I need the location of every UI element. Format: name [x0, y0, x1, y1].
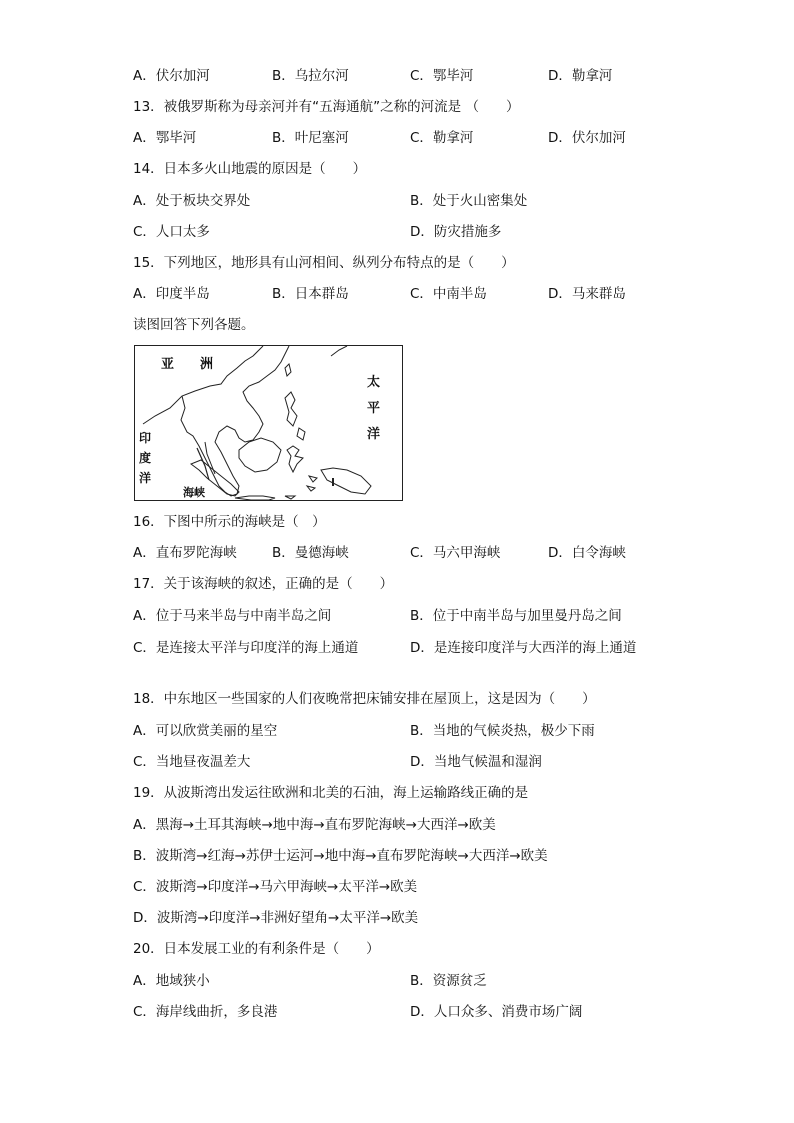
q15-option-a: A．印度半岛	[133, 286, 210, 302]
q12-option-a: A．伏尔加河	[133, 68, 210, 84]
q15-option-c: C．中南半岛	[410, 286, 487, 302]
q18-stem: 18．中东地区一些国家的人们夜晚常把床铺安排在屋顶上，这是因为（ ）	[133, 691, 596, 707]
q20-option-a: A．地域狭小	[133, 973, 210, 989]
philippines-islands	[285, 392, 297, 426]
q18-option-c: C．当地昼夜温差大	[133, 754, 251, 770]
q17-option-b: B．位于中南半岛与加里曼丹岛之间	[410, 608, 622, 624]
q20-stem: 20．日本发展工业的有利条件是（ ）	[133, 941, 380, 957]
sulawesi-island	[287, 446, 303, 472]
q14-option-b: B．处于火山密集处	[410, 193, 528, 209]
strait-map	[134, 345, 403, 501]
q19-option-b: B．波斯湾→红海→苏伊士运河→地中海→直布罗陀海峡→大西洋→欧美	[133, 848, 548, 864]
q16-option-a: A．直布罗陀海峡	[133, 545, 237, 561]
q14-stem: 14．日本多火山地震的原因是（ ）	[133, 161, 367, 177]
q14-option-c: C．人口太多	[133, 224, 210, 240]
q13-option-d: D．伏尔加河	[548, 130, 626, 146]
q15-option-d: D．马来群岛	[548, 286, 626, 302]
map-label-indian-2: 度	[139, 451, 152, 465]
q13-stem: 13．被俄罗斯称为母亲河并有“五海通航”之称的河流是 （ ）	[133, 99, 520, 115]
q17-stem: 17．关于该海峡的叙述，正确的是（ ）	[133, 576, 394, 592]
q13-option-b: B．叶尼塞河	[272, 130, 349, 146]
q16-option-c: C．马六甲海峡	[410, 545, 501, 561]
q20-option-c: C．海岸线曲折，多良港	[133, 1004, 278, 1020]
q14-option-d: D．防灾措施多	[410, 224, 502, 240]
map-label-pacific-3: 洋	[367, 427, 381, 442]
q20-option-b: B．资源贫乏	[410, 973, 487, 989]
q15-option-b: B．日本群岛	[272, 286, 349, 302]
q15-stem: 15．下列地区，地形具有山河相间、纵列分布特点的是（ ）	[133, 255, 515, 271]
q12-option-c: C．鄂毕河	[410, 68, 474, 84]
q13-option-a: A．鄂毕河	[133, 130, 197, 146]
q19-option-c: C．波斯湾→印度洋→马六甲海峡→太平洋→欧美	[133, 879, 418, 895]
borneo-island	[239, 438, 281, 472]
map-intro: 读图回答下列各题。	[133, 317, 255, 333]
q19-stem: 19．从波斯湾出发运往欧洲和北美的石油，海上运输路线正确的是	[133, 785, 529, 801]
q20-option-d: D．人口众多、消费市场广阔	[410, 1004, 583, 1020]
q16-option-d: D．白令海峡	[548, 545, 626, 561]
map-label-strait: 海峡	[183, 486, 205, 499]
q19-option-d: D．波斯湾→印度洋→非洲好望角→太平洋→欧美	[133, 910, 419, 926]
q17-option-c: C．是连接太平洋与印度洋的海上通道	[133, 640, 359, 656]
q17-option-a: A．位于马来半岛与中南半岛之间	[133, 608, 332, 624]
q19-option-a: A．黑海→土耳其海峡→地中海→直布罗陀海峡→大西洋→欧美	[133, 817, 496, 833]
strait-map-drawing	[135, 346, 404, 502]
q16-stem: 16．下图中所示的海峡是（ ）	[133, 514, 326, 530]
taiwan-island	[285, 364, 291, 376]
q18-option-b: B．当地的气候炎热，极少下雨	[410, 723, 595, 739]
q16-option-b: B．曼德海峡	[272, 545, 349, 561]
map-label-indian-3: 洋	[139, 471, 152, 485]
map-label-pacific-1: 太	[367, 375, 381, 390]
map-label-asia: 亚 洲	[161, 357, 214, 372]
q18-option-a: A．可以欣赏美丽的星空	[133, 723, 278, 739]
q18-option-d: D．当地气候温和湿润	[410, 754, 542, 770]
new-guinea-island	[321, 468, 371, 494]
q14-option-a: A．处于板块交界处	[133, 193, 251, 209]
map-label-indian-1: 印	[139, 431, 152, 445]
q12-option-d: D．勒拿河	[548, 68, 613, 84]
java-island	[235, 496, 275, 500]
q12-option-b: B．乌拉尔河	[272, 68, 349, 84]
japan-islands	[331, 346, 347, 356]
map-label-pacific-2: 平	[367, 401, 381, 416]
q17-option-d: D．是连接印度洋与大西洋的海上通道	[410, 640, 637, 656]
q13-option-c: C．勒拿河	[410, 130, 474, 146]
